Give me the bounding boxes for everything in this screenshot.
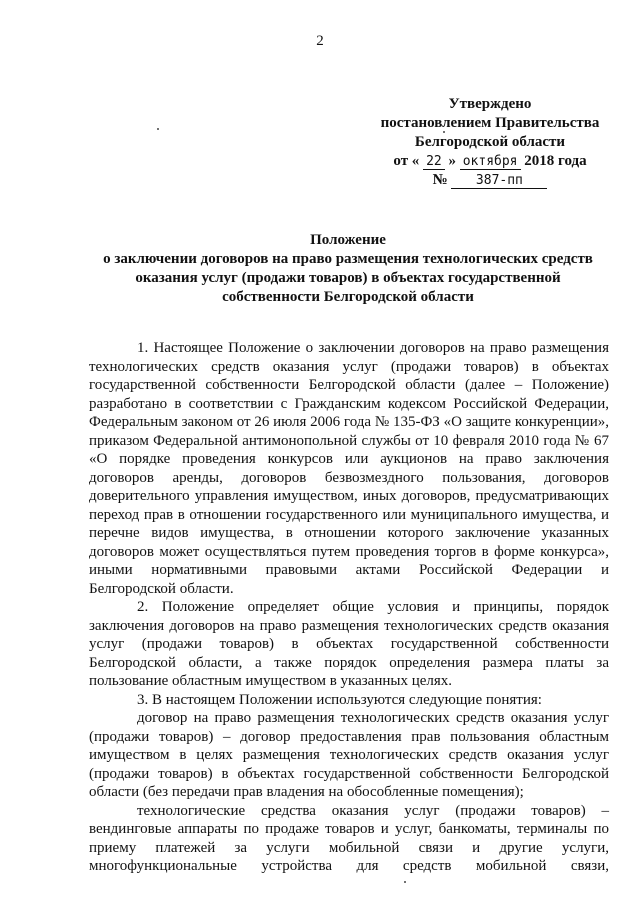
approval-stamp [360,95,620,190]
number-value: 387-пп [451,173,547,189]
approval-number [360,171,620,190]
title-line-1: Положение [310,232,386,248]
date-day: 22 [423,154,445,170]
date-mid: » [448,153,456,169]
paragraph-2: 2. Положение определяет общие условия и принципы, порядок заключения договоров на право размещения технологических средств оказания услуг (продажи товаров) в объектах государственной собственности Белгородской области, а также порядок определения размера платы за пользование областным имуществом в указанных целях. [89,599,609,689]
title-line-4: собственности Белгородской области [222,289,474,305]
paragraph-5: технологические средства оказания услуг (продажи товаров) – вендинговые аппараты по продаже товаров и услуг, банкоматы, терминалы по приему платежей за услуги мобильной связи и другие услуги, многофункциональные устройства для средств мобильной связи, [89,802,609,874]
paragraph-4: договор на право размещения технологических средств оказания услуг (продажи товаров) – договор предоставления прав пользования областным имуществом в целях размещения технологических средств оказания услуг (продажи товаров) в объектах государственной собственности Белгородской области (без передачи прав владения на обособленные помещения); [89,710,609,800]
document-title [92,231,604,307]
approval-line-resolution: постановлением Правительства [380,115,600,131]
scan-speck [157,128,159,130]
document-body [89,339,609,876]
approval-date [360,152,620,171]
date-year: 2018 года [524,153,587,169]
title-line-3: оказания услуг (продажи товаров) в объектах государственной [135,270,561,286]
date-prefix: от « [393,153,420,169]
approval-line-region: Белгородской области [414,134,566,150]
title-line-2: о заключении договоров на право размещения технологических средств [103,251,593,267]
number-prefix: № [432,172,448,188]
scan-speck [404,881,406,883]
scan-speck [443,131,445,133]
paragraph-3: 3. В настоящем Положении используются следующие понятия: [137,691,542,708]
date-month: октября [460,154,521,170]
paragraph-1: 1. Настоящее Положение о заключении договоров на право размещения технологических средств оказания услуг (продажи товаров) в объектах государственной собственности Белгородской области (далее – Положение) разработано в соответствии с Гражданским кодексом Российской Федерации, Федеральным законом от 26 июля 2006 года № 135-ФЗ «О защите конкуренции», приказом Федеральной антимонопольной службы от 10 февраля 2010 года № 67 «О порядке проведения конкурсов или аукционов на право заключения договоров аренды, договоров безвозмездного пользования, договоров доверительного управления имуществом, иных договоров, предусматривающих переход прав в отношении государственного или муниципального имущества, и перечне видов имущества, в отношении которого заключение указанных договоров может осуществляться путем проведения торгов в форме конкурса», иными нормативными правовыми актами Российской Федерации и Белгородской области. [89,340,609,597]
approval-line-approved: Утверждено [448,96,532,112]
page-number: 2 [316,33,324,49]
